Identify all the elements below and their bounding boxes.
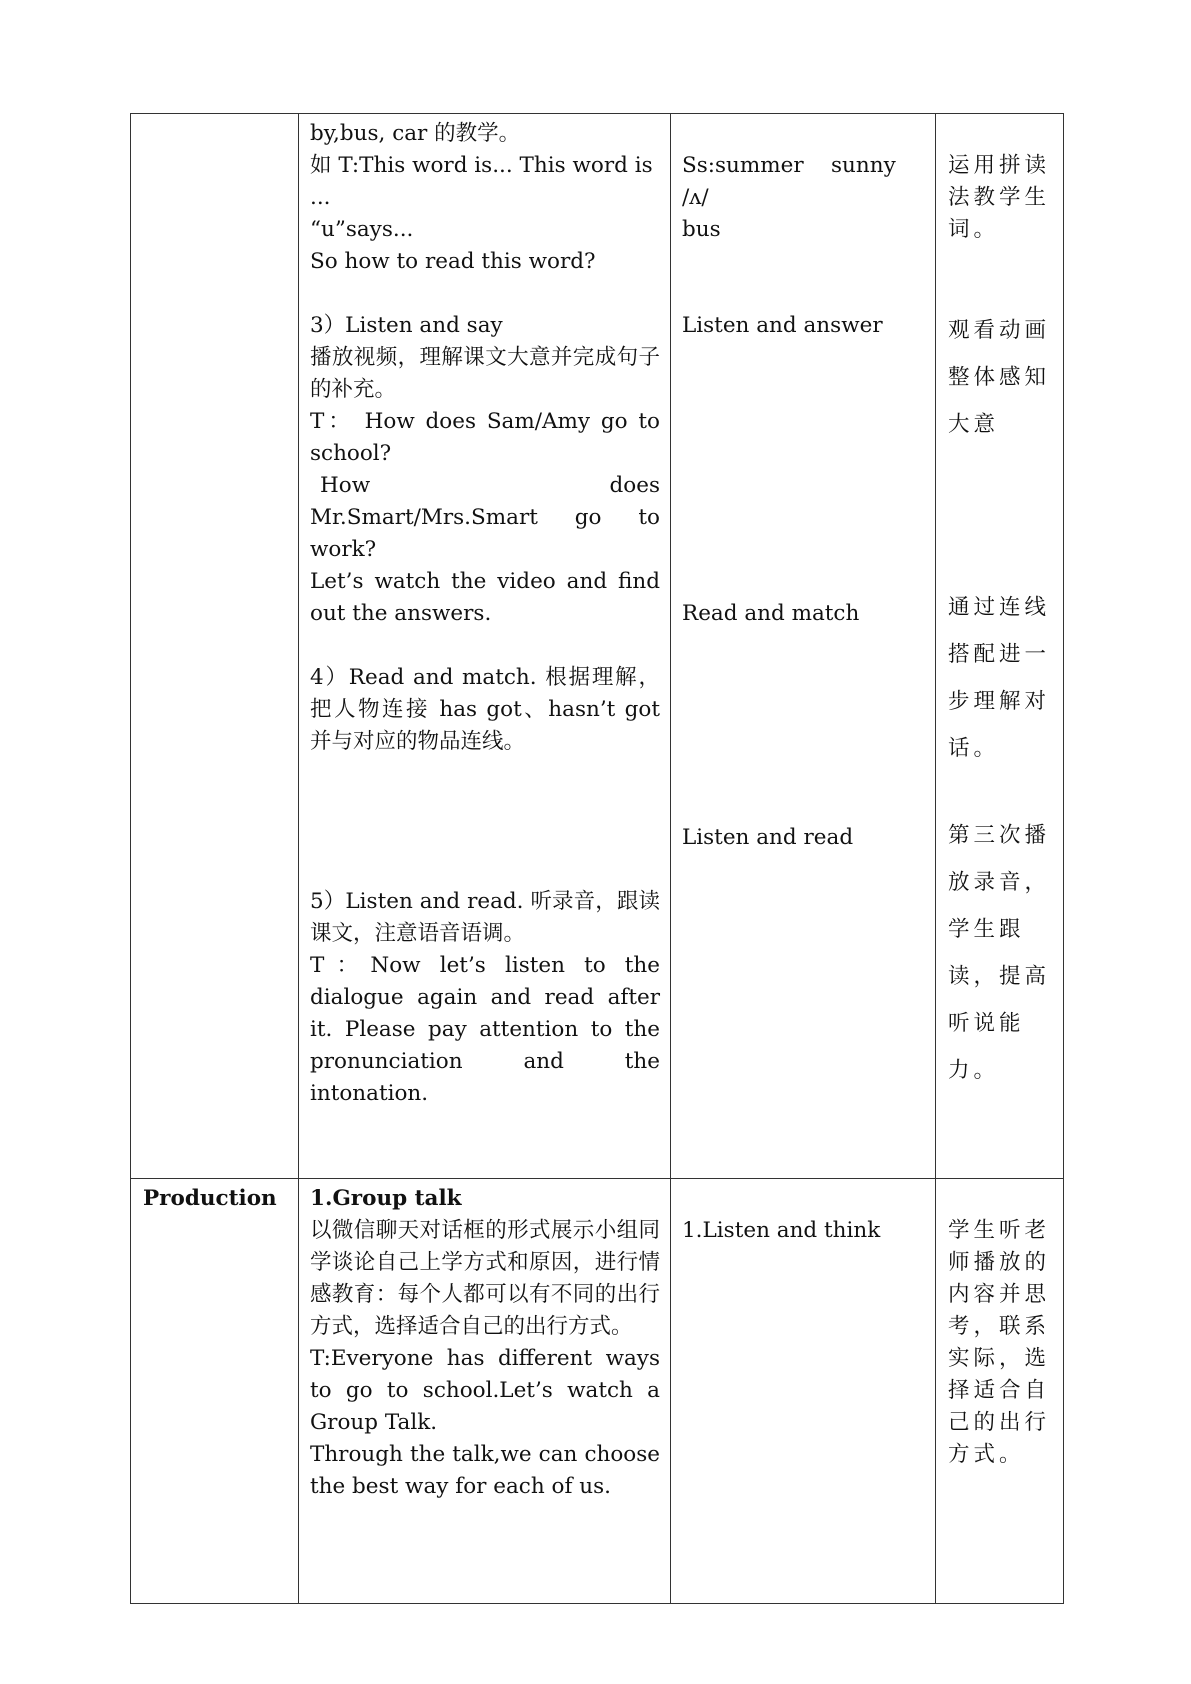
teacher-activity-cell [299,114,671,1179]
student-text: Ss:summer sunny [682,153,896,178]
student-text: bus [682,217,721,242]
step-title: 1.Group talk [310,1186,462,1211]
teacher-text: T:Everyone has different ways to go to school.Let’s watch a Group Talk. [310,1346,660,1435]
teacher-text: Let’s watch the video and find out the answers. [310,569,660,626]
student-text: Listen and read [682,825,854,850]
teacher-text: 播放视频，理解课文大意并完成句子的补充。 [310,345,660,402]
purpose-cell [936,1179,1064,1604]
student-text: Read and match [682,601,860,626]
teacher-text: “u”says... [310,217,414,242]
teacher-activity-cell [299,1179,671,1604]
teacher-text: So how to read this word? [310,249,596,274]
teacher-text: Through the talk,we can choose the best way for each of us. [310,1442,660,1499]
teacher-text: 4）Read and match. 根据理解，把人物连接 has got、hasn’t got 并与对应的物品连线。 [310,665,660,754]
teacher-text: by,bus, car 的教学。 [310,121,521,146]
teacher-text: 如 T:This word is... This word is ... [310,153,653,210]
student-activity-cell [671,114,936,1179]
teacher-text: T： How does Sam/Amy go to school? [310,409,660,466]
lesson-plan-table [130,113,1064,1604]
table-row [131,114,1064,1179]
student-text: 1.Listen and think [682,1218,881,1243]
step-title: 3）Listen and say [310,313,503,338]
teacher-text: 5）Listen and read. 听录音，跟读课文，注意语音语调。 [310,889,660,946]
purpose-text: 学生听老师播放的内容并思考，联系实际，选择适合自己的出行方式。 [948,1218,1051,1467]
purpose-text: 观看动画整体感知大意 [948,318,1051,437]
student-activity-cell [671,1179,936,1604]
purpose-text: 运用拼读法教学生词。 [948,153,1051,242]
table-row [131,1179,1064,1604]
teacher-text: 以微信聊天对话框的形式展示小组同学谈论自己上学方式和原因，进行情感教育：每个人都可以有不同的出行方式，选择适合自己的出行方式。 [310,1218,660,1339]
student-text: /ʌ/ [682,185,709,210]
stage-cell [131,1179,299,1604]
stage-label: Production [143,1186,277,1211]
teacher-text: How does Mr.Smart/Mrs.Smart go to work? [310,473,660,562]
purpose-text: 通过连线搭配进一步理解对话。 [948,595,1051,761]
purpose-text: 第三次播放录音，学生跟读，提高听说能力。 [948,823,1051,1083]
stage-cell [131,114,299,1179]
student-text: Listen and answer [682,313,883,338]
purpose-cell [936,114,1064,1179]
teacher-text: T：Now let’s listen to the dialogue again and read after it. Please pay attention to the pronunciation and the intonation. [310,953,660,1106]
